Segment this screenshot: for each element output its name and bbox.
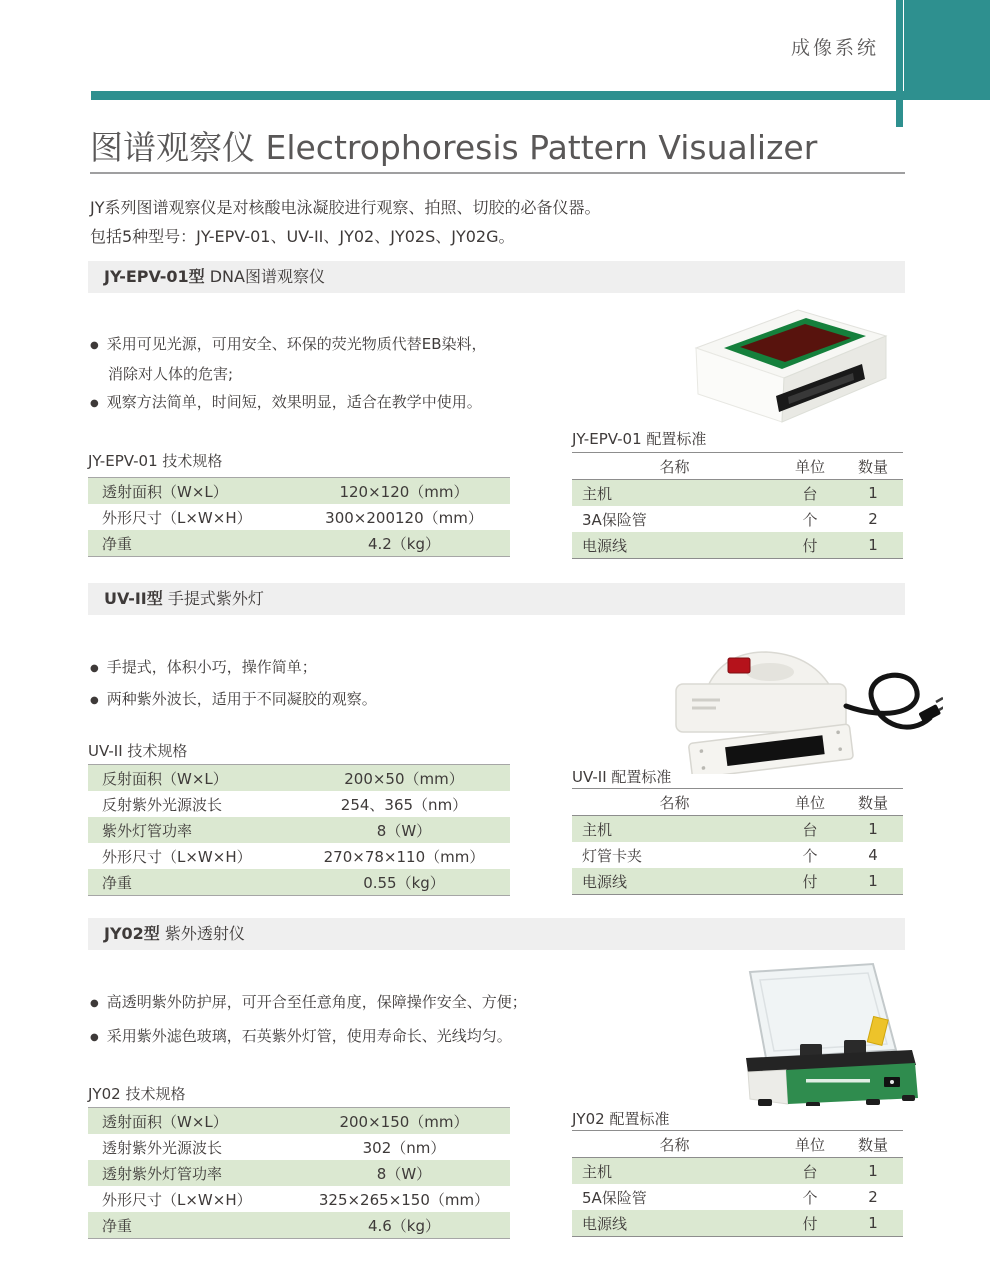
feature-bullets [90, 652, 377, 716]
bullet-item [90, 1020, 527, 1054]
spec-table [88, 764, 510, 896]
spec-value: 300×200120（mm） [325, 508, 483, 527]
spec-value: 8（W） [376, 821, 432, 840]
bullet-item [90, 330, 487, 360]
spec-value: 302（nm） [362, 1138, 446, 1157]
config-unit: 付 [802, 1214, 818, 1233]
corner-section-label: 成像系统 [791, 37, 880, 59]
config-name: 主机 [582, 484, 613, 503]
product-image [658, 622, 943, 774]
column-header-name: 名称 [659, 457, 690, 476]
teal-vertical-rule [896, 0, 903, 127]
table-row [572, 868, 903, 894]
config-qty: 2 [868, 1188, 878, 1206]
table-row [88, 843, 510, 869]
spec-value: 200×150（mm） [339, 1112, 469, 1131]
config-qty: 1 [868, 536, 878, 554]
bullet-marker-icon: ● [90, 398, 99, 409]
intro-line: 包括5种型号：JY-EPV-01、UV-II、JY02、JY02S、JY02G。 [90, 227, 515, 246]
table-body [572, 816, 903, 894]
column-header-unit: 单位 [794, 793, 825, 812]
bullet-text: 两种紫外波长，适用于不同凝胶的观察。 [106, 690, 377, 708]
table-row [572, 816, 903, 842]
section-header-jy02 [88, 918, 905, 950]
bullet-marker-icon: ● [90, 340, 99, 351]
bullet-text: 高透明紫外防护屏，可开合至任意角度，保障操作安全、方便； [106, 993, 527, 1011]
config-table [572, 1130, 903, 1237]
spec-value: 325×265×150（mm） [318, 1190, 490, 1209]
section-model-label: UV-II型 [104, 589, 163, 608]
spec-value: 4.2（kg） [367, 534, 441, 553]
table-row [572, 1184, 903, 1210]
bullet-item [90, 684, 377, 716]
spec-label: 反射紫外光源波长 [102, 795, 223, 814]
spec-label: 外形尺寸（L×W×H） [102, 847, 252, 866]
config-qty: 1 [868, 1162, 878, 1180]
spec-value: 254、365（nm） [340, 795, 468, 814]
spec-label: 透射面积（W×L） [102, 1112, 228, 1131]
config-unit: 个 [802, 1188, 818, 1207]
product-image [688, 958, 943, 1106]
config-name: 灯管卡夹 [582, 846, 643, 865]
table-body [572, 480, 903, 558]
spec-value: 8（W） [376, 1164, 432, 1183]
spec-value: 120×120（mm） [339, 482, 469, 501]
bullet-marker-icon: ● [90, 695, 99, 706]
spec-table [88, 1107, 510, 1239]
table-header-row [572, 1131, 903, 1158]
config-name: 主机 [582, 1162, 613, 1181]
spec-label: 透射紫外光源波长 [102, 1138, 223, 1157]
spec-label: 反射面积（W×L） [102, 769, 228, 788]
table-row [572, 1210, 903, 1236]
table-row [88, 817, 510, 843]
config-qty: 4 [868, 846, 878, 864]
table-row [572, 1158, 903, 1184]
table-row [88, 1134, 510, 1160]
product-photo-uv-ii [658, 622, 943, 774]
config-table-title: UV-II 配置标准 [572, 768, 672, 786]
table-row [572, 842, 903, 868]
table-row [88, 1186, 510, 1212]
config-qty: 1 [868, 820, 878, 838]
table-header-row [572, 789, 903, 816]
spec-label: 紫外灯管功率 [102, 821, 193, 840]
section-name-label: DNA图谱观察仪 [209, 267, 325, 286]
config-name: 电源线 [582, 1214, 628, 1233]
section-model-label: JY02型 [104, 924, 160, 943]
section-name-label: 手提式紫外灯 [167, 589, 264, 608]
column-header-name: 名称 [659, 793, 690, 812]
bullet-marker-icon: ● [90, 998, 99, 1009]
config-table-title: JY02 配置标准 [572, 1110, 670, 1128]
column-header-name: 名称 [659, 1135, 690, 1154]
table-header-row [572, 453, 903, 480]
config-unit: 个 [802, 510, 818, 529]
table-row [88, 765, 510, 791]
column-header-qty: 数量 [857, 793, 888, 812]
feature-bullets [90, 330, 487, 418]
section-header-jy-epv-01 [88, 261, 905, 293]
config-qty: 1 [868, 1214, 878, 1232]
column-header-unit: 单位 [794, 1135, 825, 1154]
config-unit: 台 [802, 484, 818, 503]
product-photo-jy-epv-01 [648, 296, 910, 430]
spec-label: 外形尺寸（L×W×H） [102, 1190, 252, 1209]
table-row [88, 1160, 510, 1186]
bullet-item [90, 986, 527, 1020]
config-qty: 1 [868, 872, 878, 890]
spec-label: 透射面积（W×L） [102, 482, 228, 501]
table-row [88, 530, 510, 556]
config-qty: 2 [868, 510, 878, 528]
spec-label: 净重 [102, 534, 133, 553]
spec-table [88, 477, 510, 557]
spec-table-title: JY-EPV-01 技术规格 [88, 452, 223, 470]
bullet-text: 采用紫外滤色玻璃，石英紫外灯管，使用寿命长、光线均匀。 [106, 1027, 512, 1045]
config-table [572, 452, 903, 559]
spec-value: 200×50（mm） [344, 769, 464, 788]
product-photo-jy02 [688, 958, 943, 1106]
table-row [572, 532, 903, 558]
config-unit: 台 [802, 820, 818, 839]
teal-horizontal-band [91, 91, 990, 100]
config-name: 主机 [582, 820, 613, 839]
config-table-title: JY-EPV-01 配置标准 [572, 430, 707, 448]
bullet-text: 消除对人体的危害; [108, 365, 234, 383]
config-unit: 付 [802, 872, 818, 891]
spec-label: 净重 [102, 1216, 133, 1235]
intro-paragraph [90, 193, 601, 251]
config-name: 电源线 [582, 536, 628, 555]
bullet-text: 采用可见光源，可用安全、环保的荧光物质代替EB染料， [106, 335, 487, 353]
config-name: 5A保险管 [582, 1188, 647, 1207]
bullet-marker-icon: ● [90, 1032, 99, 1043]
bullet-item [90, 388, 487, 418]
section-name-label: 紫外透射仪 [164, 924, 245, 943]
feature-bullets [90, 986, 527, 1054]
table-row [88, 478, 510, 504]
spec-value: 4.6（kg） [367, 1216, 441, 1235]
column-header-unit: 单位 [794, 457, 825, 476]
spec-table-title: UV-II 技术规格 [88, 742, 188, 760]
table-row [88, 1108, 510, 1134]
section-header-uv-ii [88, 583, 905, 615]
config-name: 3A保险管 [582, 510, 647, 529]
table-row [572, 480, 903, 506]
bullet-text: 手提式，体积小巧，操作简单； [106, 658, 317, 676]
section-model-label: JY-EPV-01型 [104, 267, 205, 286]
config-qty: 1 [868, 484, 878, 502]
spec-label: 透射紫外灯管功率 [102, 1164, 223, 1183]
spec-label: 净重 [102, 873, 133, 892]
product-image [648, 296, 910, 430]
column-header-qty: 数量 [857, 1135, 888, 1154]
spec-table-title: JY02 技术规格 [88, 1085, 186, 1103]
table-row [88, 1212, 510, 1238]
table-row [88, 869, 510, 895]
title-underline [90, 172, 905, 174]
spec-value: 270×78×110（mm） [323, 847, 485, 866]
spec-label: 外形尺寸（L×W×H） [102, 508, 252, 527]
config-unit: 台 [802, 1162, 818, 1181]
bullet-item [90, 652, 377, 684]
config-unit: 付 [802, 536, 818, 555]
bullet-text: 观察方法简单，时间短，效果明显，适合在教学中使用。 [106, 393, 482, 411]
config-name: 电源线 [582, 872, 628, 891]
spec-value: 0.55（kg） [363, 873, 445, 892]
page-title: 图谱观察仪 Electrophoresis Pattern Visualizer [90, 128, 818, 167]
table-row [88, 791, 510, 817]
column-header-qty: 数量 [857, 457, 888, 476]
config-unit: 个 [802, 846, 818, 865]
table-row [88, 504, 510, 530]
config-table [572, 788, 903, 895]
intro-line: JY系列图谱观察仪是对核酸电泳凝胶进行观察、拍照、切胶的必备仪器。 [90, 198, 601, 217]
teal-corner-block [904, 0, 990, 92]
table-row [572, 506, 903, 532]
table-body [572, 1158, 903, 1236]
bullet-marker-icon: ● [90, 663, 99, 674]
